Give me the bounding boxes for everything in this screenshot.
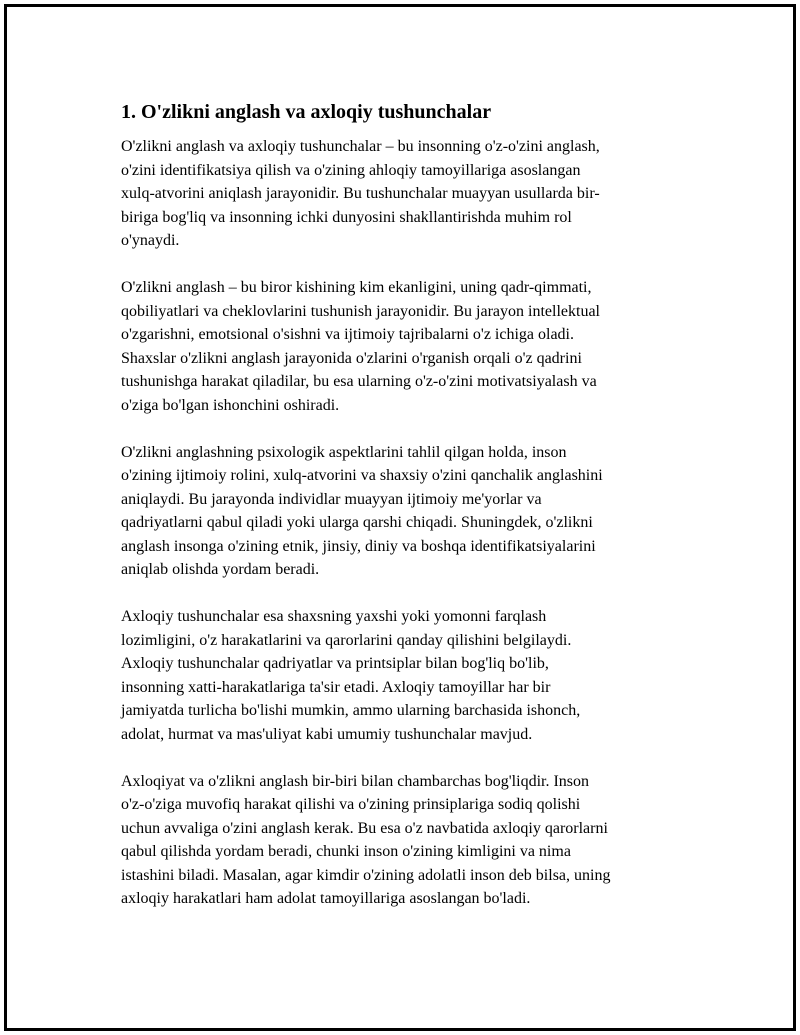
section-heading: 1. O'zlikni anglash va axloqiy tushunchalar [121, 101, 492, 123]
text-line: O'zlikni anglashning psixologik aspektlarini tahlil qilgan holda, inson [121, 443, 567, 461]
text-line: axloqiy harakatlari ham adolat tamoyillariga asoslangan bo'ladi. [121, 890, 531, 907]
text-line: adolat, hurmat va mas'uliyat kabi umumiy tushunchalar mavjud. [121, 725, 533, 743]
text-line: O'zlikni anglash – bu biror kishining kim ekanligini, uning qadr-qimmati, [121, 279, 592, 296]
text-line: anglash insonga o'zining etnik, jinsiy, diniy va boshqa identifikatsiyalarini [121, 537, 596, 555]
text-line: o'z-o'ziga muvofiq harakat qilishi va o'zining prinsiplariga sodiq qolishi [121, 796, 581, 813]
text-line: o'zgarishni, emotsional o'sishni va ijtimoiy tajribalarni o'z ichiga oladi. [121, 326, 574, 343]
text-line: istashini biladi. Masalan, agar kimdir o'zining adolatli inson deb bilsa, uning [121, 866, 611, 884]
paragraph-4 [121, 605, 691, 746]
text-line: insonning xatti-harakatlariga ta'sir etadi. Axloqiy tamoyillar har bir [121, 678, 551, 696]
paragraph-5 [121, 770, 691, 911]
text-line: o'zining ijtimoiy rolini, xulq-atvorini va shaxsiy o'zini qanchalik anglashini [121, 467, 603, 484]
text-line: aniqlaydi. Bu jarayonda individlar muayyan ijtimoiy me'yorlar va [121, 490, 542, 508]
text-line: qobiliyatlari va cheklovlarini tushunish jarayonidir. Bu jarayon intellektual [121, 302, 600, 320]
text-line: qabul qilishda yordam beradi, chunki inson o'zining kimligini va nima [121, 843, 571, 860]
text-line: xulq-atvorini aniqlash jarayonidir. Bu tushunchalar muayyan usullarda bir- [121, 185, 600, 202]
text-line: Axloqiy tushunchalar esa shaxsning yaxshi yoki yomonni farqlash [121, 608, 547, 625]
text-line: uchun avvaliga o'zini anglash kerak. Bu esa o'z navbatida axloqiy qarorlarni [121, 819, 608, 837]
text-line: aniqlab olishda yordam beradi. [121, 561, 320, 578]
text-line: jamiyatda turlicha bo'lishi mumkin, ammo ularning barchasida ishonch, [121, 702, 581, 719]
paragraph-2 [121, 276, 691, 417]
text-line: o'ziga bo'lgan ishonchini oshiradi. [121, 396, 340, 414]
text-line: Axloqiyat va o'zlikni anglash bir-biri bilan chambarchas bog'liqdir. Inson [121, 772, 590, 790]
text-line: Shaxslar o'zlikni anglash jarayonida o'zlarini o'rganish orqali o'z qadrini [121, 349, 582, 367]
document-body [121, 99, 691, 934]
text-line: qadriyatlarni qabul qiladi yoki ularga qarshi chiqadi. Shuningdek, o'zlikni [121, 514, 593, 531]
text-line: biriga bog'liq va insonning ichki dunyosini shakllantirishda muhim rol [121, 208, 572, 226]
paragraph-1 [121, 135, 691, 253]
text-line: o'zini identifikatsiya qilish va o'zining ahloqiy tamoyillariga asoslangan [121, 161, 581, 179]
text-line: o'ynaydi. [121, 232, 180, 249]
text-line: tushunishga harakat qiladilar, bu esa ularning o'z-o'zini motivatsiyalash va [121, 373, 597, 390]
text-line: Axloqiy tushunchalar qadriyatlar va printsiplar bilan bog'liq bo'lib, [121, 655, 549, 672]
text-line: lozimligini, o'z harakatlarini va qarorlarini qanday qilishini belgilaydi. [121, 631, 572, 649]
text-line: O'zlikni anglash va axloqiy tushunchalar – bu insonning o'z-o'zini anglash, [121, 138, 600, 155]
paragraph-3 [121, 441, 691, 582]
page-frame [4, 4, 796, 1031]
